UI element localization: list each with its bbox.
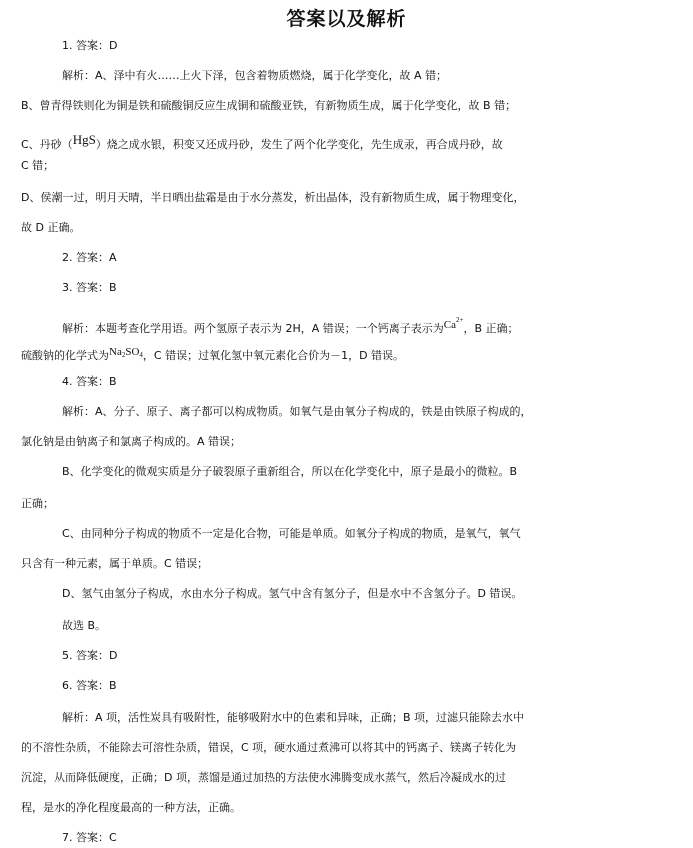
q1-analysis-a: 解析：A、泽中有火……上火下泽，包含着物质燃烧，属于化学变化，故 A 错；	[62, 69, 448, 82]
q4-analysis-a1: 解析：A、分子、原子、离子都可以构成物质。如氧气是由氧分子构成的，铁是由铁原子构成的，	[62, 405, 532, 418]
q2-answer: 2. 答案：A	[62, 251, 117, 264]
q3-l1-suffix: ，B 正确；	[463, 322, 519, 335]
q5-answer: 5. 答案：D	[62, 649, 118, 662]
so-symbol: SO	[125, 346, 140, 358]
q1-analysis-c	[0, 132, 693, 153]
q1-c-prefix: C、丹砂（	[21, 138, 73, 151]
q4-analysis-b2: 正确；	[21, 497, 54, 510]
q4-analysis-b1: B、化学变化的微观实质是分子破裂原子重新组合，所以在化学变化中，原子是最小的微粒。B	[62, 465, 518, 478]
na-symbol: Na	[109, 346, 122, 358]
q1-analysis-d2: 故 D 正确。	[21, 221, 81, 234]
q4-analysis-d: D、氢气由氢分子构成，水由水分子构成。氢气中含有氢分子，但是水中不含氢分子。D 错误。	[62, 587, 523, 600]
hgs-formula: HgS	[72, 132, 96, 147]
calcium-ion	[443, 316, 464, 331]
q1-answer: 1. 答案：D	[62, 39, 118, 52]
so-subscript: 4	[139, 351, 143, 359]
q3-l2-suffix: ，C 错误；过氧化氢中氧元素化合价为－1，D 错误。	[142, 349, 405, 362]
page-title: 答案以及解析	[286, 8, 407, 30]
q3-answer: 3. 答案：B	[62, 281, 117, 294]
q3-l2-prefix: 硫酸钠的化学式为	[21, 349, 109, 362]
q4-analysis-a2: 氯化钠是由钠离子和氯离子构成的。A 错误；	[21, 435, 242, 448]
q7-answer: 7. 答案：C	[62, 831, 117, 844]
q1-analysis-b: B、曾青得铁则化为铜是铁和硫酸铜反应生成铜和硫酸亚铁，有新物质生成，属于化学变化，故 B 错；	[21, 99, 517, 112]
q6-analysis-line1: 解析：A 项，活性炭具有吸附性，能够吸附水中的色素和异味，正确；B 项，过滤只能除去水中	[62, 711, 525, 724]
q6-answer: 6. 答案：B	[62, 679, 117, 692]
na-subscript: 2	[121, 351, 126, 359]
q4-analysis-c2: 只含有一种元素，属于单质。C 错误；	[21, 557, 209, 570]
q1-c-suffix: ）烧之成水银，积变又还成丹砂，发生了两个化学变化，先生成汞，再合成丹砂，故	[95, 138, 503, 151]
q4-answer: 4. 答案：B	[62, 375, 117, 388]
q6-analysis-line2: 的不溶性杂质，不能除去可溶性杂质，错误，C 项，硬水通过煮沸可以将其中的钙离子、镁离子转化为	[21, 741, 517, 754]
q3-analysis-line2	[0, 344, 693, 364]
calcium-symbol: Ca	[443, 319, 457, 331]
calcium-charge: 2+	[456, 316, 464, 324]
sodium-sulfate-formula	[109, 346, 143, 358]
q1-analysis-c-end: C 错；	[21, 159, 55, 172]
q6-analysis-line3: 沉淀，从而降低硬度，正确；D 项，蒸馏是通过加热的方法使水沸腾变成水蒸气，然后冷凝成水的过	[21, 771, 506, 784]
q4-analysis-c1: C、由同种分子构成的物质不一定是化合物，可能是单质。如氧分子构成的物质，是氧气，氧气	[62, 527, 521, 540]
q6-analysis-line4: 程，是水的净化程度最高的一种方法，正确。	[21, 801, 241, 814]
q4-choice: 故选 B。	[62, 619, 107, 632]
q3-l1-prefix: 解析：本题考查化学用语。两个氢原子表示为 2H，A 错误；一个钙离子表示为	[62, 322, 444, 335]
q3-analysis-line1	[0, 312, 693, 337]
q1-analysis-d1: D、侯潮一过，明月天晴，半日晒出盐霜是由于水分蒸发，析出晶体，没有新物质生成，属于物理变化，	[21, 191, 525, 204]
